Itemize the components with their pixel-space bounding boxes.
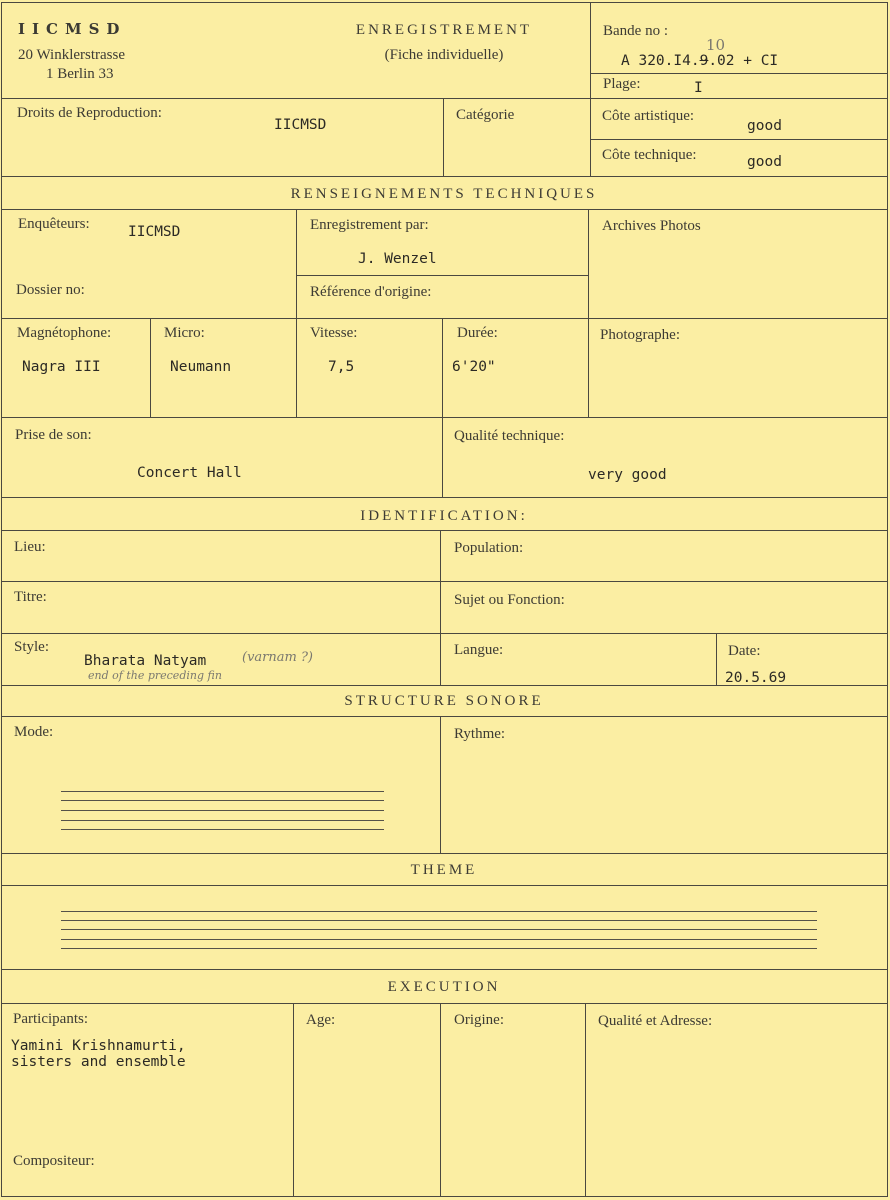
frame-left: [1, 2, 2, 1197]
divider: [590, 2, 591, 176]
divider: [590, 139, 887, 140]
bande-value-struck: 9: [699, 53, 709, 69]
plage-label: Plage:: [603, 76, 641, 92]
sujet-label: Sujet ou Fonction:: [454, 592, 565, 608]
ruled-line: [61, 810, 384, 811]
divider: [1, 633, 887, 634]
enregistrement-par-value: J. Wenzel: [358, 251, 437, 267]
cote-technique-value: good: [747, 154, 782, 170]
divider: [1, 176, 887, 177]
participants-value-line1: Yamini Krishnamurti,: [11, 1038, 186, 1054]
micro-value: Neumann: [170, 359, 232, 375]
duree-value: 6'20": [452, 359, 496, 375]
ruled-line: [61, 800, 384, 801]
participants-label: Participants:: [13, 1011, 88, 1027]
bande-value-suffix: .02 + CI: [708, 53, 779, 69]
dossier-label: Dossier no:: [16, 282, 85, 298]
style-value: Bharata Natyam: [84, 653, 207, 669]
bande-label: Bande no :: [603, 23, 668, 39]
divider: [443, 98, 444, 176]
style-label: Style:: [14, 639, 50, 655]
ruled-line: [61, 911, 817, 912]
divider: [440, 1003, 441, 1196]
form-subtitle: (Fiche individuelle): [384, 47, 504, 63]
divider: [588, 209, 589, 418]
enqueteurs-label: Enquêteurs:: [18, 216, 90, 232]
section-identification: IDENTIFICATION:: [360, 508, 528, 524]
rythme-label: Rythme:: [454, 726, 506, 742]
date-label: Date:: [728, 643, 761, 659]
categorie-label: Catégorie: [456, 107, 515, 123]
lieu-label: Lieu:: [14, 539, 46, 555]
bande-handwritten-correction: 10: [706, 36, 726, 54]
section-techniques: RENSEIGNEMENTS TECHNIQUES: [290, 186, 598, 202]
address-line-1: 20 Winklerstrasse: [18, 47, 126, 63]
plage-value: I: [694, 80, 703, 96]
divider: [1, 98, 887, 99]
enregistrement-par-label: Enregistrement par:: [310, 217, 429, 233]
duree-label: Durée:: [457, 325, 498, 341]
mode-label: Mode:: [14, 724, 54, 740]
section-execution: EXECUTION: [387, 979, 501, 995]
divider: [716, 633, 717, 685]
style-handwritten-note: end of the preceding fin: [88, 669, 222, 682]
ruled-line: [61, 920, 817, 921]
frame-right: [887, 2, 888, 1197]
divider: [1, 209, 887, 210]
vitesse-label: Vitesse:: [310, 325, 358, 341]
divider: [296, 275, 588, 276]
section-structure: STRUCTURE SONORE: [344, 693, 544, 709]
participants-value-line2: sisters and ensemble: [11, 1054, 186, 1070]
divider: [293, 1003, 294, 1196]
divider: [150, 318, 151, 418]
droits-label: Droits de Reproduction:: [17, 105, 162, 121]
origine-label: Origine:: [454, 1012, 504, 1028]
divider: [1, 853, 887, 854]
divider: [1, 885, 887, 886]
divider: [1, 497, 887, 498]
titre-label: Titre:: [14, 589, 47, 605]
letterhead-logo: IICMSD: [18, 20, 127, 38]
vitesse-value: 7,5: [328, 359, 355, 375]
langue-label: Langue:: [454, 642, 504, 658]
ruled-line: [61, 948, 817, 949]
divider: [440, 530, 441, 685]
compositeur-label: Compositeur:: [13, 1153, 95, 1169]
divider: [440, 716, 441, 854]
ruled-line: [61, 820, 384, 821]
prise-de-son-value: Concert Hall: [137, 465, 242, 481]
enqueteurs-value: IICMSD: [128, 224, 181, 240]
form-title: ENREGISTREMENT: [355, 22, 533, 38]
section-theme: THEME: [410, 862, 478, 878]
droits-value: IICMSD: [274, 117, 327, 133]
qualite-technique-label: Qualité technique:: [454, 428, 565, 444]
cote-artistique-value: good: [747, 118, 782, 134]
divider: [1, 318, 887, 319]
address-line-2: 1 Berlin 33: [46, 66, 114, 82]
divider: [1, 1003, 887, 1004]
qualite-adresse-label: Qualité et Adresse:: [598, 1013, 713, 1029]
divider: [1, 969, 887, 970]
divider: [442, 318, 443, 498]
style-handwritten-note: (varnam ?): [242, 650, 314, 665]
magnetophone-label: Magnétophone:: [17, 325, 112, 341]
divider: [1, 417, 887, 418]
ruled-line: [61, 939, 817, 940]
micro-label: Micro:: [164, 325, 205, 341]
cote-technique-label: Côte technique:: [602, 147, 697, 163]
archives-photos-label: Archives Photos: [602, 218, 701, 234]
magnetophone-value: Nagra III: [22, 359, 101, 375]
age-label: Age:: [306, 1012, 336, 1028]
bande-value: [621, 54, 778, 69]
divider: [296, 209, 297, 418]
divider: [1, 716, 887, 717]
prise-de-son-label: Prise de son:: [15, 427, 92, 443]
ruled-line: [61, 929, 817, 930]
bande-value-prefix: A 320.I4.: [621, 53, 700, 69]
ruled-line: [61, 791, 384, 792]
divider: [1, 530, 887, 531]
cote-artistique-label: Côte artistique:: [602, 108, 695, 124]
ruled-line: [61, 829, 384, 830]
population-label: Population:: [454, 540, 524, 556]
reference-label: Référence d'origine:: [310, 284, 432, 300]
frame-bottom: [1, 1196, 888, 1197]
photographe-label: Photographe:: [600, 327, 680, 343]
frame-top: [1, 2, 888, 3]
qualite-technique-value: very good: [588, 467, 667, 483]
divider: [585, 1003, 586, 1196]
divider: [590, 73, 887, 74]
divider: [1, 581, 887, 582]
date-value: 20.5.69: [725, 670, 787, 686]
